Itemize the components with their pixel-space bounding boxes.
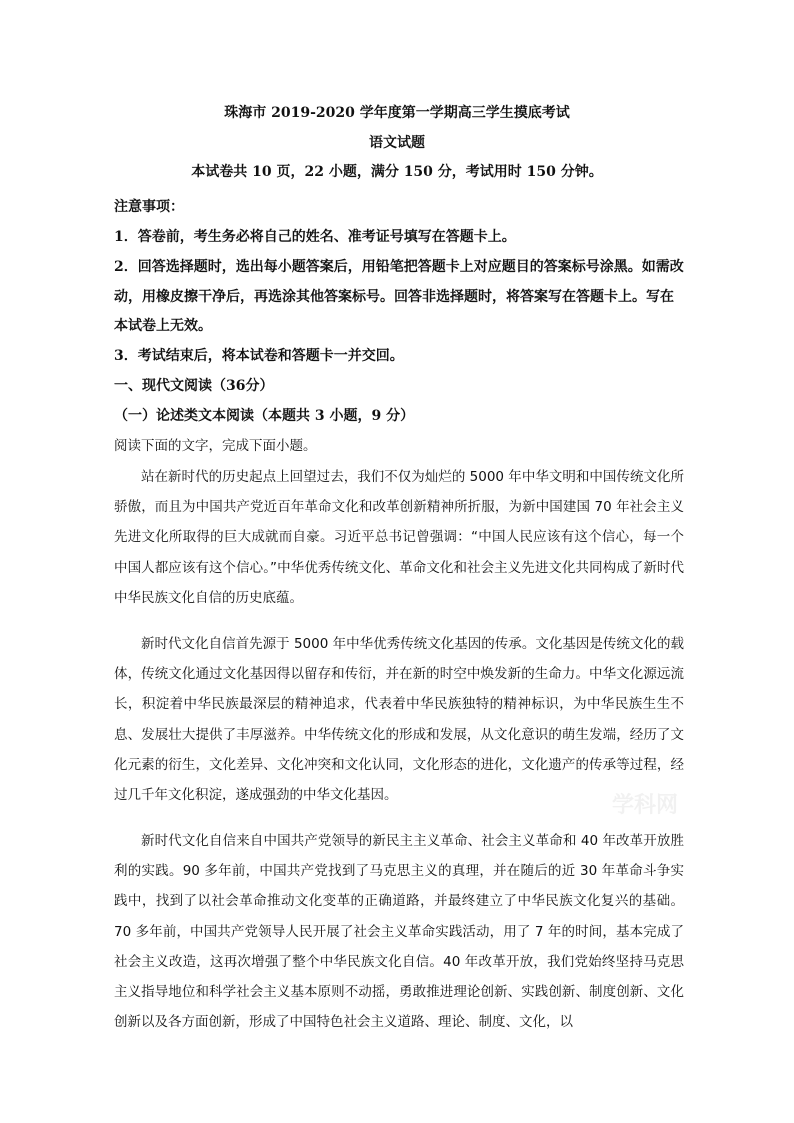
exam-info: 本试卷共 10 页，22 小题，满分 150 分，考试用时 150 分钟。	[191, 164, 603, 180]
reading-instruction: 阅读下面的文字，完成下面小题。	[114, 438, 317, 454]
section-heading: 一、现代文阅读（36分）	[114, 378, 274, 394]
notice-item-2: 2．回答选择题时，选出每小题答案后，用铅笔把答题卡上对应题目的答案标号涂黑。如需改动，用橡皮擦干净后，再选涂其他答案标号。回答非选择题时，将答案写在答题卡上。写在本试卷上无效。	[114, 259, 684, 335]
watermark: 学科网	[612, 793, 679, 818]
passage-paragraph-3: 新时代文化自信来自中国共产党领导的新民主主义革命、社会主义革命和 40 年改革开放胜利的实践。90 多年前，中国共产党找到了马克思主义的真理，并在随后的近 30 年革命斗争实践中，找到了以社会革命推动文化变革的正确道路，并最终建立了中华民族文化复兴的基础。70 多年前，中国共产党领导人民开展了社会主义革命实践活动，用了 7 年的时间，基本完成了社会主义改造，这再次增强了整个中华民族文化自信。40 年改革开放，我们党始终坚持马克思主义指导地位和科学社会主义基本原则不动摇，勇敢推进理论创新、实践创新、制度创新、文化创新以及各方面创新，形成了中国特色社会主义道路、理论、制度、文化，以	[114, 833, 684, 1031]
section-subheading: （一）论述类文本阅读（本题共 3 小题，9 分）	[114, 408, 415, 424]
passage-paragraph-1: 站在新时代的历史起点上回望过去，我们不仅为灿烂的 5000 年中华文明和中国传统文化所骄傲，而且为中国共产党近百年革命文化和改革创新精神所折服，为新中国建国 70 年社会主义先进文化所取得的巨大成就而自豪。习近平总书记曾强调：“中国人民应该有这个信心，每一个中国人都应该有这个信心。”中华优秀传统文化、革命文化和社会主义先进文化共同构成了新时代中华民族文化自信的历史底蕴。	[114, 469, 684, 606]
notice-item-3: 3．考试结束后，将本试卷和答题卡一并交回。	[114, 348, 404, 364]
passage-paragraph-2: 新时代文化自信首先源于 5000 年中华优秀传统文化基因的传承。文化基因是传统文化的载体，传统文化通过文化基因得以留存和传衍，并在新的时空中焕发新的生命力。中华文化源远流长，积淀着中华民族最深层的精神追求，代表着中华民族独特的精神标识，为中华民族生生不息、发展壮大提供了丰厚滋养。中华传统文化的形成和发展，从文化意识的萌生发端，经历了文化元素的衍生，文化差异、文化冲突和文化认同，文化形态的进化，文化遗产的传承等过程，经过几千年文化积淀，遂成强劲的中华文化基因。	[114, 636, 684, 804]
subject-title: 语文试题	[369, 135, 425, 151]
notice-heading: 注意事项：	[114, 199, 184, 215]
exam-title: 珠海市 2019-2020 学年度第一学期高三学生摸底考试	[224, 105, 570, 121]
notice-item-1: 1．答卷前，考生务必将自己的姓名、准考证号填写在答题卡上。	[114, 229, 516, 245]
